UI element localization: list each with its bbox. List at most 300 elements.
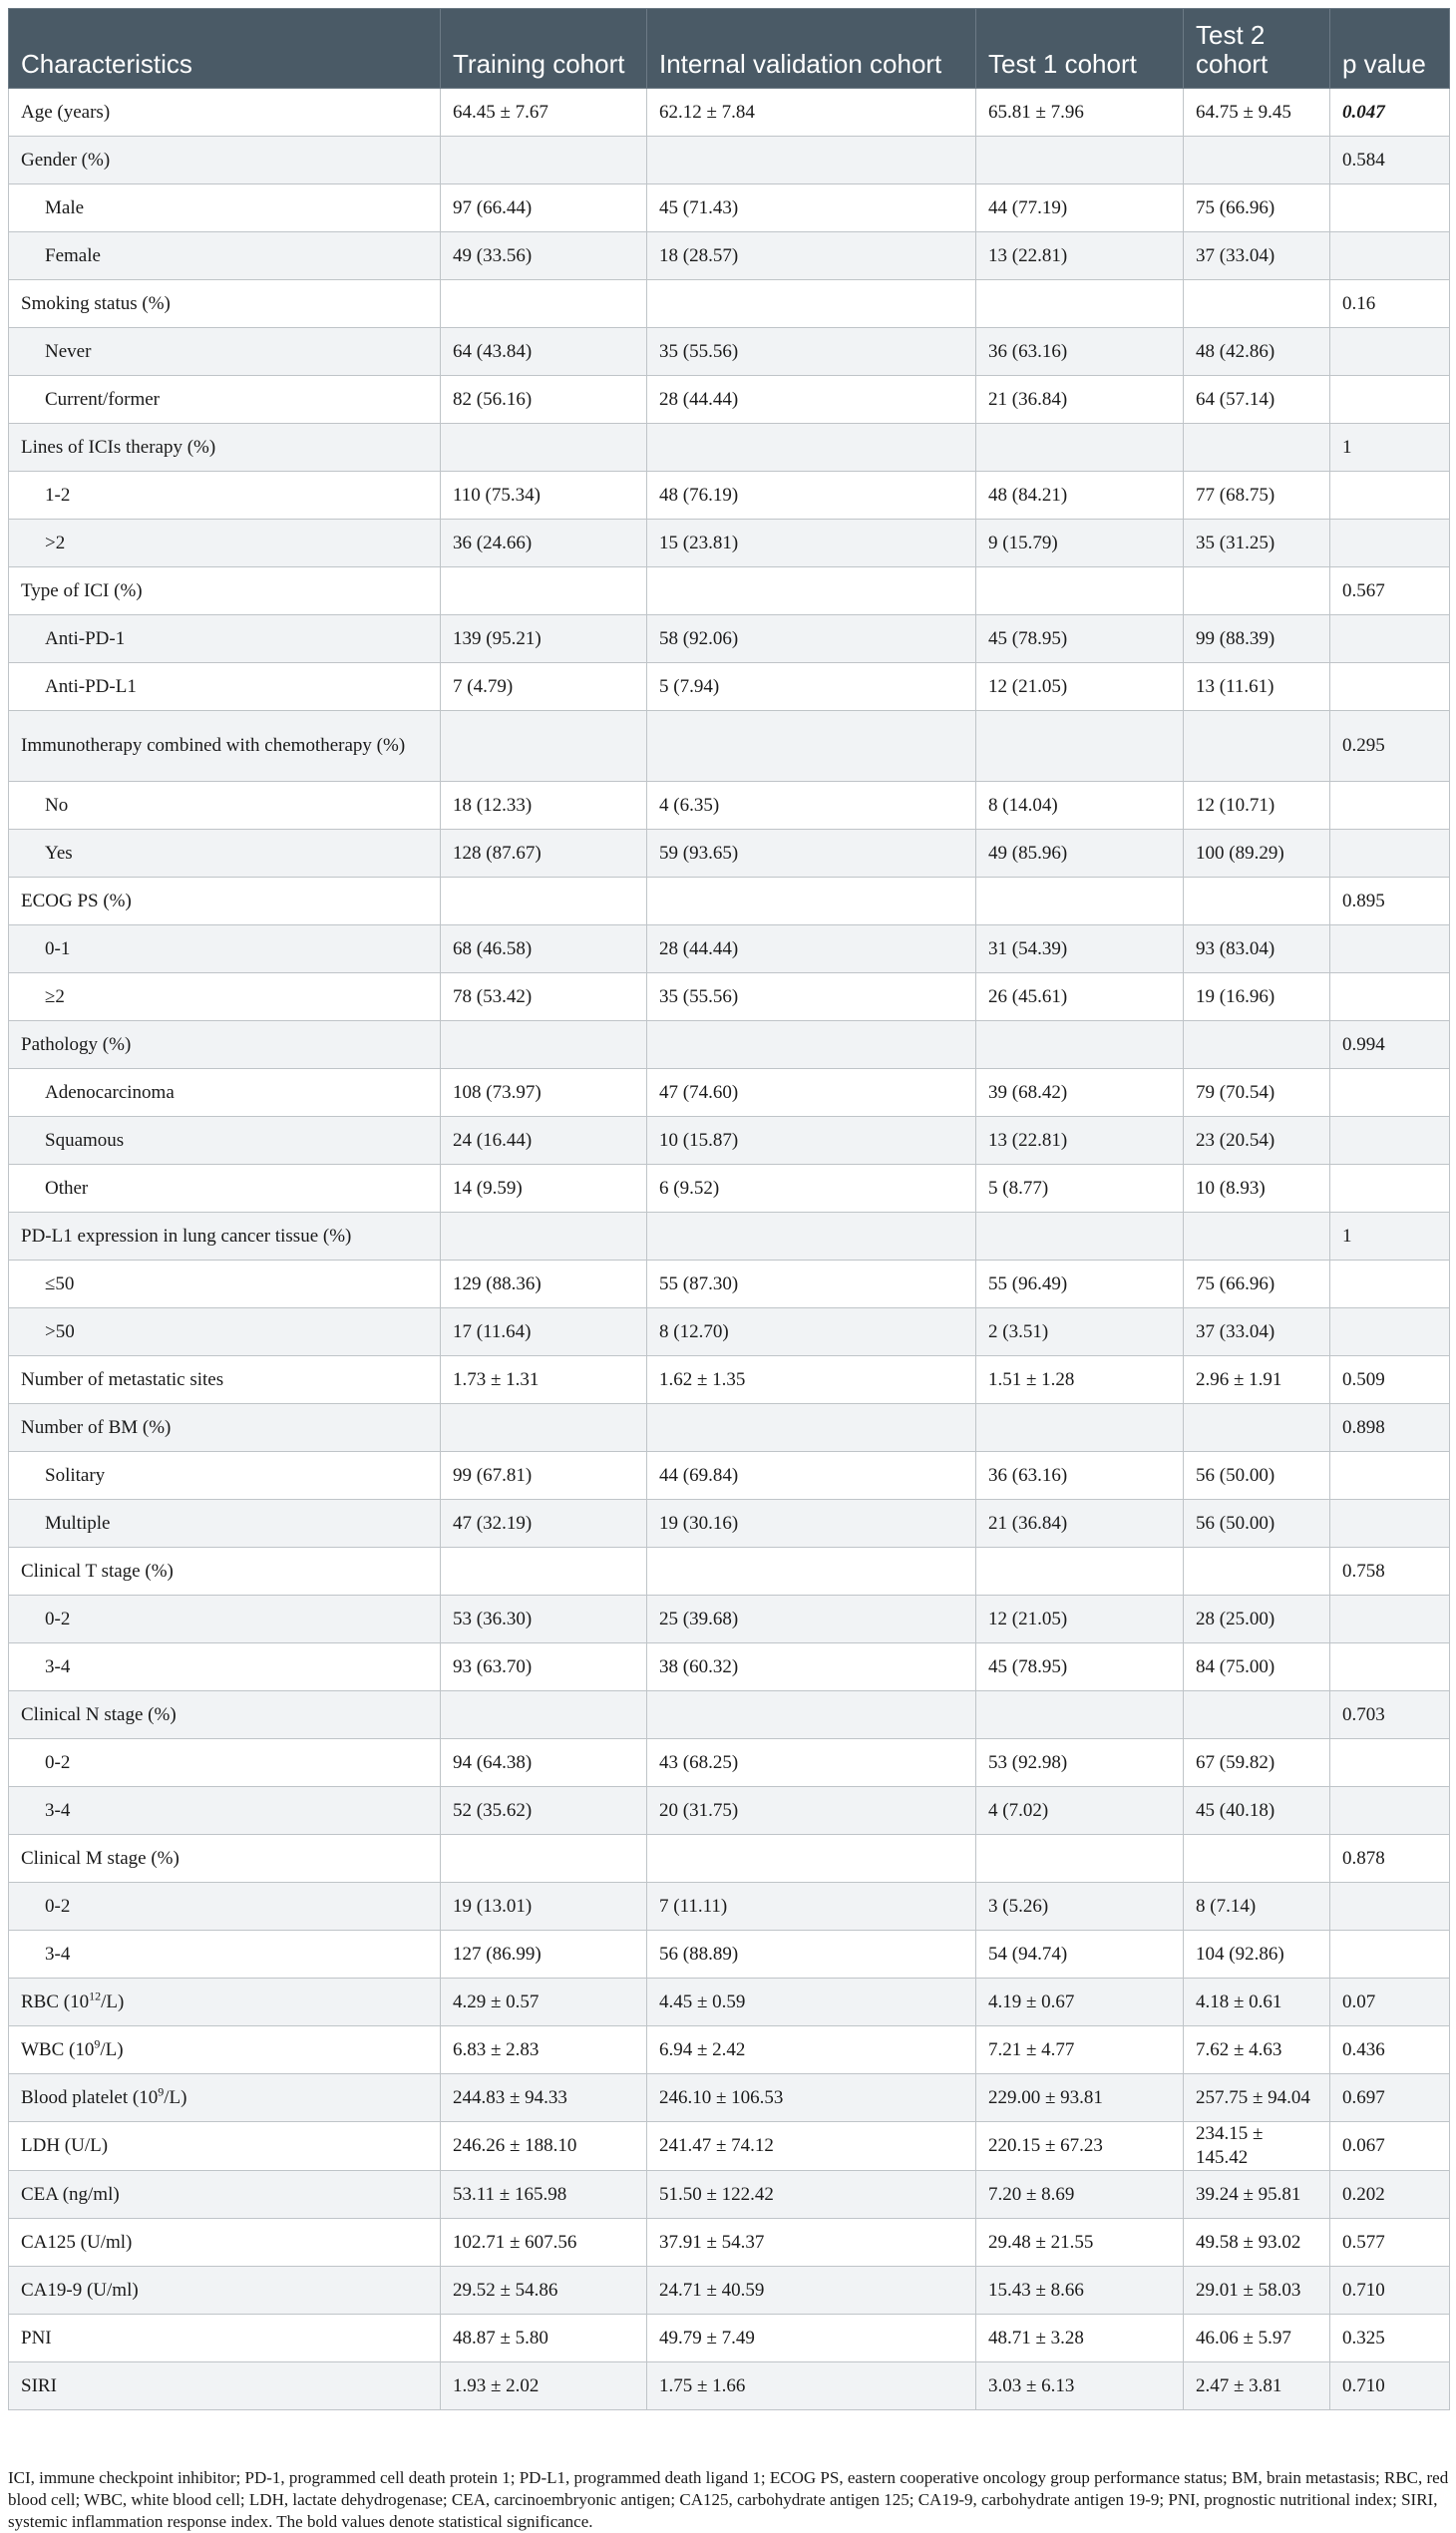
p-value	[1330, 1787, 1450, 1835]
training-cohort-value: 1.93 ± 2.02	[441, 2362, 647, 2410]
test1-cohort-value: 12 (21.05)	[976, 1596, 1184, 1643]
test1-cohort-value: 8 (14.04)	[976, 782, 1184, 830]
internal-validation-value: 45 (71.43)	[647, 184, 976, 232]
test1-cohort-value: 12 (21.05)	[976, 663, 1184, 711]
training-cohort-value: 129 (88.36)	[441, 1261, 647, 1308]
test2-cohort-value: 35 (31.25)	[1184, 520, 1330, 567]
internal-validation-value: 44 (69.84)	[647, 1452, 976, 1500]
test1-cohort-value: 4.19 ± 0.67	[976, 1979, 1184, 2026]
test1-cohort-value: 29.48 ± 21.55	[976, 2219, 1184, 2267]
test1-cohort-value	[976, 137, 1184, 184]
p-value: 0.07	[1330, 1979, 1450, 2026]
p-value: 0.703	[1330, 1691, 1450, 1739]
table-row	[9, 424, 1450, 472]
table-row	[9, 2219, 1450, 2267]
table-row	[9, 89, 1450, 137]
test2-cohort-value	[1184, 567, 1330, 615]
p-value: 0.710	[1330, 2267, 1450, 2315]
test2-cohort-value	[1184, 1835, 1330, 1883]
p-value	[1330, 184, 1450, 232]
header-test2-cohort: Test 2 cohort	[1184, 9, 1330, 89]
test2-cohort-value: 75 (66.96)	[1184, 1261, 1330, 1308]
row-label: Age (years)	[9, 89, 441, 137]
internal-validation-value: 241.47 ± 74.12	[647, 2122, 976, 2171]
table-row	[9, 1931, 1450, 1979]
test2-cohort-value: 67 (59.82)	[1184, 1739, 1330, 1787]
p-value	[1330, 232, 1450, 280]
test2-cohort-value	[1184, 1404, 1330, 1452]
test2-cohort-value: 104 (92.86)	[1184, 1931, 1330, 1979]
test2-cohort-value: 39.24 ± 95.81	[1184, 2171, 1330, 2219]
table-row	[9, 711, 1450, 782]
test2-cohort-value: 13 (11.61)	[1184, 663, 1330, 711]
row-label: CA125 (U/ml)	[9, 2219, 441, 2267]
table-row	[9, 830, 1450, 878]
test1-cohort-value	[976, 567, 1184, 615]
test2-cohort-value: 4.18 ± 0.61	[1184, 1979, 1330, 2026]
table-row	[9, 1213, 1450, 1261]
p-value	[1330, 1643, 1450, 1691]
training-cohort-value: 48.87 ± 5.80	[441, 2315, 647, 2362]
p-value	[1330, 1931, 1450, 1979]
test2-cohort-value: 23 (20.54)	[1184, 1117, 1330, 1165]
row-label: 3-4	[9, 1643, 441, 1691]
test2-cohort-value: 100 (89.29)	[1184, 830, 1330, 878]
training-cohort-value: 14 (9.59)	[441, 1165, 647, 1213]
table-row	[9, 232, 1450, 280]
test2-cohort-value: 77 (68.75)	[1184, 472, 1330, 520]
training-cohort-value: 7 (4.79)	[441, 663, 647, 711]
p-value	[1330, 663, 1450, 711]
row-label: CEA (ng/ml)	[9, 2171, 441, 2219]
row-label: Solitary	[9, 1452, 441, 1500]
internal-validation-value: 4 (6.35)	[647, 782, 976, 830]
test2-cohort-value: 75 (66.96)	[1184, 184, 1330, 232]
training-cohort-value	[441, 878, 647, 925]
training-cohort-value: 108 (73.97)	[441, 1069, 647, 1117]
training-cohort-value: 128 (87.67)	[441, 830, 647, 878]
row-label: LDH (U/L)	[9, 2122, 441, 2171]
training-cohort-value	[441, 567, 647, 615]
test2-cohort-value: 46.06 ± 5.97	[1184, 2315, 1330, 2362]
table-row	[9, 328, 1450, 376]
row-label: Clinical M stage (%)	[9, 1835, 441, 1883]
table-row	[9, 1452, 1450, 1500]
row-label: ≥2	[9, 973, 441, 1021]
internal-validation-value: 8 (12.70)	[647, 1308, 976, 1356]
training-cohort-value: 29.52 ± 54.86	[441, 2267, 647, 2315]
test2-cohort-value: 64 (57.14)	[1184, 376, 1330, 424]
row-label: PNI	[9, 2315, 441, 2362]
table-row	[9, 1117, 1450, 1165]
row-label: 3-4	[9, 1787, 441, 1835]
test2-cohort-value	[1184, 137, 1330, 184]
test2-cohort-value: 19 (16.96)	[1184, 973, 1330, 1021]
internal-validation-value: 6.94 ± 2.42	[647, 2026, 976, 2074]
training-cohort-value: 24 (16.44)	[441, 1117, 647, 1165]
table-row	[9, 1261, 1450, 1308]
internal-validation-value: 59 (93.65)	[647, 830, 976, 878]
internal-validation-value	[647, 1548, 976, 1596]
table-row	[9, 2026, 1450, 2074]
internal-validation-value	[647, 1835, 976, 1883]
internal-validation-value	[647, 711, 976, 782]
row-label: 0-2	[9, 1596, 441, 1643]
row-label: Type of ICI (%)	[9, 567, 441, 615]
test1-cohort-value: 15.43 ± 8.66	[976, 2267, 1184, 2315]
training-cohort-value	[441, 137, 647, 184]
table-row	[9, 1787, 1450, 1835]
training-cohort-value	[441, 1691, 647, 1739]
test1-cohort-value: 21 (36.84)	[976, 1500, 1184, 1548]
test1-cohort-value: 65.81 ± 7.96	[976, 89, 1184, 137]
training-cohort-value: 36 (24.66)	[441, 520, 647, 567]
table-row	[9, 2267, 1450, 2315]
training-cohort-value	[441, 1835, 647, 1883]
internal-validation-value: 1.62 ± 1.35	[647, 1356, 976, 1404]
header-row	[9, 9, 1450, 89]
table-row	[9, 1165, 1450, 1213]
row-label: Multiple	[9, 1500, 441, 1548]
test2-cohort-value: 48 (42.86)	[1184, 328, 1330, 376]
table-row	[9, 2074, 1450, 2122]
table-row	[9, 1021, 1450, 1069]
training-cohort-value: 110 (75.34)	[441, 472, 647, 520]
row-label: 0-1	[9, 925, 441, 973]
table-row	[9, 878, 1450, 925]
table-row	[9, 184, 1450, 232]
row-label: Other	[9, 1165, 441, 1213]
p-value: 0.16	[1330, 280, 1450, 328]
header-training-cohort: Training cohort	[441, 9, 647, 89]
table-row	[9, 1979, 1450, 2026]
table-row	[9, 2171, 1450, 2219]
test1-cohort-value: 13 (22.81)	[976, 1117, 1184, 1165]
test1-cohort-value: 36 (63.16)	[976, 328, 1184, 376]
test2-cohort-value: 49.58 ± 93.02	[1184, 2219, 1330, 2267]
p-value: 0.895	[1330, 878, 1450, 925]
internal-validation-value: 19 (30.16)	[647, 1500, 976, 1548]
test2-cohort-value	[1184, 1213, 1330, 1261]
training-cohort-value: 18 (12.33)	[441, 782, 647, 830]
p-value	[1330, 376, 1450, 424]
training-cohort-value: 64.45 ± 7.67	[441, 89, 647, 137]
p-value: 0.567	[1330, 567, 1450, 615]
training-cohort-value	[441, 711, 647, 782]
p-value: 0.295	[1330, 711, 1450, 782]
internal-validation-value: 38 (60.32)	[647, 1643, 976, 1691]
internal-validation-value: 1.75 ± 1.66	[647, 2362, 976, 2410]
p-value	[1330, 1452, 1450, 1500]
p-value: 0.710	[1330, 2362, 1450, 2410]
table-row	[9, 2122, 1450, 2171]
table-row	[9, 567, 1450, 615]
internal-validation-value: 28 (44.44)	[647, 376, 976, 424]
table-footnote: ICI, immune checkpoint inhibitor; PD-1, programmed cell death protein 1; PD-L1, programmed death ligand 1; ECOG PS, eastern cooperative oncology group performance status; BM, brain metastasis; RBC, red blood cell; WBC, white blood cell; LDH, lactate dehydrogenase; CEA, carcinoembryonic antigen; CA125, carbohydrate antigen 125; CA19-9, carbohydrate antigen 19-9; PNI, prognostic nutritional index; SIRI, systemic inflammation response index. The bold values denote statistical significance.	[8, 2468, 1449, 2531]
p-value	[1330, 1500, 1450, 1548]
internal-validation-value	[647, 567, 976, 615]
test1-cohort-value: 5 (8.77)	[976, 1165, 1184, 1213]
training-cohort-value: 94 (64.38)	[441, 1739, 647, 1787]
row-label: Current/former	[9, 376, 441, 424]
test1-cohort-value	[976, 1691, 1184, 1739]
test1-cohort-value	[976, 1835, 1184, 1883]
row-label: PD-L1 expression in lung cancer tissue (%)	[9, 1213, 441, 1261]
table-row	[9, 973, 1450, 1021]
test2-cohort-value	[1184, 424, 1330, 472]
p-value: 1	[1330, 1213, 1450, 1261]
table-row	[9, 1739, 1450, 1787]
row-label: 1-2	[9, 472, 441, 520]
row-label: Never	[9, 328, 441, 376]
test2-cohort-value	[1184, 711, 1330, 782]
internal-validation-value: 43 (68.25)	[647, 1739, 976, 1787]
training-cohort-value	[441, 280, 647, 328]
test2-cohort-value: 257.75 ± 94.04	[1184, 2074, 1330, 2122]
training-cohort-value: 49 (33.56)	[441, 232, 647, 280]
test2-cohort-value: 12 (10.71)	[1184, 782, 1330, 830]
table-header	[9, 9, 1450, 89]
training-cohort-value: 127 (86.99)	[441, 1931, 647, 1979]
p-value: 0.584	[1330, 137, 1450, 184]
internal-validation-value: 5 (7.94)	[647, 663, 976, 711]
internal-validation-value: 15 (23.81)	[647, 520, 976, 567]
internal-validation-value: 246.10 ± 106.53	[647, 2074, 976, 2122]
test2-cohort-value: 93 (83.04)	[1184, 925, 1330, 973]
p-value	[1330, 1596, 1450, 1643]
row-label: SIRI	[9, 2362, 441, 2410]
training-cohort-value: 139 (95.21)	[441, 615, 647, 663]
test2-cohort-value: 84 (75.00)	[1184, 1643, 1330, 1691]
test2-cohort-value	[1184, 1548, 1330, 1596]
test1-cohort-value: 7.20 ± 8.69	[976, 2171, 1184, 2219]
test2-cohort-value: 8 (7.14)	[1184, 1883, 1330, 1931]
test2-cohort-value: 45 (40.18)	[1184, 1787, 1330, 1835]
training-cohort-value: 53.11 ± 165.98	[441, 2171, 647, 2219]
test2-cohort-value: 29.01 ± 58.03	[1184, 2267, 1330, 2315]
row-label: Squamous	[9, 1117, 441, 1165]
test2-cohort-value: 37 (33.04)	[1184, 232, 1330, 280]
test1-cohort-value: 54 (94.74)	[976, 1931, 1184, 1979]
training-cohort-value: 1.73 ± 1.31	[441, 1356, 647, 1404]
p-value	[1330, 472, 1450, 520]
row-label: Anti-PD-L1	[9, 663, 441, 711]
test1-cohort-value: 2 (3.51)	[976, 1308, 1184, 1356]
table-row	[9, 1548, 1450, 1596]
test1-cohort-value	[976, 878, 1184, 925]
test1-cohort-value: 48 (84.21)	[976, 472, 1184, 520]
test1-cohort-value	[976, 1548, 1184, 1596]
training-cohort-value	[441, 1213, 647, 1261]
header-internal-validation-cohort: Internal validation cohort	[647, 9, 976, 89]
internal-validation-value: 6 (9.52)	[647, 1165, 976, 1213]
row-label: Male	[9, 184, 441, 232]
row-label: Lines of ICIs therapy (%)	[9, 424, 441, 472]
row-label: Smoking status (%)	[9, 280, 441, 328]
test1-cohort-value: 36 (63.16)	[976, 1452, 1184, 1500]
p-value	[1330, 830, 1450, 878]
p-value: 0.697	[1330, 2074, 1450, 2122]
test2-cohort-value	[1184, 1691, 1330, 1739]
training-cohort-value: 19 (13.01)	[441, 1883, 647, 1931]
test2-cohort-value	[1184, 878, 1330, 925]
table-row	[9, 1069, 1450, 1117]
table-row	[9, 376, 1450, 424]
internal-validation-value	[647, 1213, 976, 1261]
table-row	[9, 1500, 1450, 1548]
test1-cohort-value	[976, 1404, 1184, 1452]
test2-cohort-value: 99 (88.39)	[1184, 615, 1330, 663]
test2-cohort-value: 2.96 ± 1.91	[1184, 1356, 1330, 1404]
internal-validation-value: 37.91 ± 54.37	[647, 2219, 976, 2267]
test2-cohort-value	[1184, 280, 1330, 328]
p-value	[1330, 973, 1450, 1021]
table-row	[9, 663, 1450, 711]
p-value: 0.509	[1330, 1356, 1450, 1404]
internal-validation-value: 51.50 ± 122.42	[647, 2171, 976, 2219]
internal-validation-value	[647, 424, 976, 472]
training-cohort-value: 244.83 ± 94.33	[441, 2074, 647, 2122]
p-value	[1330, 782, 1450, 830]
row-label: Number of BM (%)	[9, 1404, 441, 1452]
p-value: 0.436	[1330, 2026, 1450, 2074]
table-row	[9, 1835, 1450, 1883]
row-label: >2	[9, 520, 441, 567]
p-value	[1330, 925, 1450, 973]
test2-cohort-value: 234.15 ± 145.42	[1184, 2122, 1330, 2171]
p-value	[1330, 1117, 1450, 1165]
test1-cohort-value: 48.71 ± 3.28	[976, 2315, 1184, 2362]
internal-validation-value	[647, 280, 976, 328]
table-row	[9, 137, 1450, 184]
table-row	[9, 280, 1450, 328]
test1-cohort-value: 45 (78.95)	[976, 615, 1184, 663]
test1-cohort-value: 4 (7.02)	[976, 1787, 1184, 1835]
test1-cohort-value	[976, 1021, 1184, 1069]
training-cohort-value: 17 (11.64)	[441, 1308, 647, 1356]
row-label: Adenocarcinoma	[9, 1069, 441, 1117]
test1-cohort-value: 39 (68.42)	[976, 1069, 1184, 1117]
training-cohort-value: 64 (43.84)	[441, 328, 647, 376]
row-label: Clinical T stage (%)	[9, 1548, 441, 1596]
test2-cohort-value: 37 (33.04)	[1184, 1308, 1330, 1356]
training-cohort-value: 52 (35.62)	[441, 1787, 647, 1835]
p-value	[1330, 1069, 1450, 1117]
test1-cohort-value: 53 (92.98)	[976, 1739, 1184, 1787]
row-label: RBC $(10^{12}/L)$	[9, 1979, 441, 2026]
internal-validation-value	[647, 1404, 976, 1452]
training-cohort-value: 93 (63.70)	[441, 1643, 647, 1691]
header-test1-cohort: Test 1 cohort	[976, 9, 1184, 89]
internal-validation-value: 20 (31.75)	[647, 1787, 976, 1835]
row-label: No	[9, 782, 441, 830]
internal-validation-value: 56 (88.89)	[647, 1931, 976, 1979]
test1-cohort-value: 44 (77.19)	[976, 184, 1184, 232]
training-cohort-value: 6.83 ± 2.83	[441, 2026, 647, 2074]
p-value: 0.047	[1330, 89, 1450, 137]
table-row	[9, 1596, 1450, 1643]
table-row	[9, 782, 1450, 830]
table-row	[9, 925, 1450, 973]
p-value: 0.577	[1330, 2219, 1450, 2267]
test2-cohort-value: 56 (50.00)	[1184, 1500, 1330, 1548]
test1-cohort-value: 26 (45.61)	[976, 973, 1184, 1021]
internal-validation-value	[647, 878, 976, 925]
internal-validation-value: 18 (28.57)	[647, 232, 976, 280]
row-label: Immunotherapy combined with chemotherapy (%)	[9, 711, 441, 782]
test1-cohort-value: 3.03 ± 6.13	[976, 2362, 1184, 2410]
training-cohort-value: 47 (32.19)	[441, 1500, 647, 1548]
p-value	[1330, 520, 1450, 567]
test2-cohort-value: 28 (25.00)	[1184, 1596, 1330, 1643]
test2-cohort-value: 56 (50.00)	[1184, 1452, 1330, 1500]
internal-validation-value	[647, 1021, 976, 1069]
test1-cohort-value	[976, 424, 1184, 472]
internal-validation-value: 47 (74.60)	[647, 1069, 976, 1117]
training-cohort-value: 4.29 ± 0.57	[441, 1979, 647, 2026]
test2-cohort-value: 7.62 ± 4.63	[1184, 2026, 1330, 2074]
training-cohort-value: 53 (36.30)	[441, 1596, 647, 1643]
internal-validation-value: 58 (92.06)	[647, 615, 976, 663]
test1-cohort-value: 45 (78.95)	[976, 1643, 1184, 1691]
p-value: 0.325	[1330, 2315, 1450, 2362]
training-cohort-value: 68 (46.58)	[441, 925, 647, 973]
row-label: Anti-PD-1	[9, 615, 441, 663]
p-value	[1330, 1883, 1450, 1931]
row-label: Pathology (%)	[9, 1021, 441, 1069]
p-value: 1	[1330, 424, 1450, 472]
internal-validation-value: 35 (55.56)	[647, 973, 976, 1021]
p-value	[1330, 1165, 1450, 1213]
p-value	[1330, 328, 1450, 376]
table-row	[9, 1308, 1450, 1356]
p-value: 0.878	[1330, 1835, 1450, 1883]
row-label: ECOG PS (%)	[9, 878, 441, 925]
row-label: Yes	[9, 830, 441, 878]
test1-cohort-value: 49 (85.96)	[976, 830, 1184, 878]
training-cohort-value: 102.71 ± 607.56	[441, 2219, 647, 2267]
table-row	[9, 2362, 1450, 2410]
test1-cohort-value: 9 (15.79)	[976, 520, 1184, 567]
test2-cohort-value: 79 (70.54)	[1184, 1069, 1330, 1117]
test1-cohort-value	[976, 280, 1184, 328]
table-body	[9, 89, 1450, 2410]
p-value: 0.994	[1330, 1021, 1450, 1069]
training-cohort-value: 97 (66.44)	[441, 184, 647, 232]
test1-cohort-value: 31 (54.39)	[976, 925, 1184, 973]
header-p-value: p value	[1330, 9, 1450, 89]
p-value	[1330, 1739, 1450, 1787]
table-row	[9, 1356, 1450, 1404]
training-cohort-value: 246.26 ± 188.10	[441, 2122, 647, 2171]
p-value	[1330, 1308, 1450, 1356]
row-label: Gender (%)	[9, 137, 441, 184]
row-label: Clinical N stage (%)	[9, 1691, 441, 1739]
test2-cohort-value	[1184, 1021, 1330, 1069]
table-row	[9, 1883, 1450, 1931]
internal-validation-value: 62.12 ± 7.84	[647, 89, 976, 137]
internal-validation-value: 4.45 ± 0.59	[647, 1979, 976, 2026]
table-row	[9, 2315, 1450, 2362]
p-value: 0.067	[1330, 2122, 1450, 2171]
table-row	[9, 520, 1450, 567]
row-label: WBC $(10^9/L)$	[9, 2026, 441, 2074]
test1-cohort-value: 21 (36.84)	[976, 376, 1184, 424]
internal-validation-value: 24.71 ± 40.59	[647, 2267, 976, 2315]
internal-validation-value: 35 (55.56)	[647, 328, 976, 376]
test1-cohort-value	[976, 1213, 1184, 1261]
training-cohort-value: 99 (67.81)	[441, 1452, 647, 1500]
